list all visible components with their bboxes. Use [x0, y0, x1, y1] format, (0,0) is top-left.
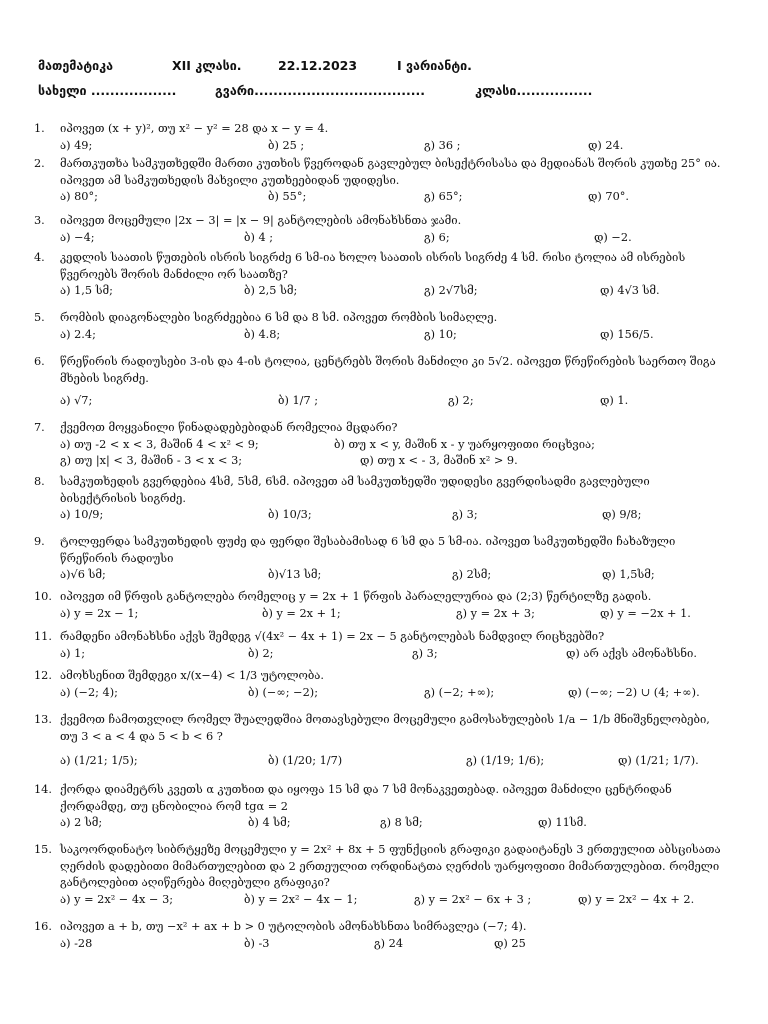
option-d[interactable]: დ) −2. — [594, 230, 632, 244]
option-a[interactable]: ა) −4; — [60, 230, 95, 244]
question-text: ამოხსენით შემდეგი x/(x−4) < 1/3 უტოლობა. — [60, 669, 325, 682]
question-3 — [34, 213, 728, 247]
option-d[interactable]: დ) 24. — [588, 138, 624, 152]
option-a[interactable]: ა) 80°; — [60, 190, 98, 203]
option-c[interactable]: გ) 8 სმ; — [380, 816, 423, 829]
option-a[interactable]: ა) 1; — [60, 646, 86, 660]
question-number: 9. — [34, 535, 45, 548]
question-text: ქორდა დიამეტრს კვეთს α კუთხით და იყოფა 15 სმ და 7 სმ მონაკვეთებად. იპოვეთ მანძილი ცენტრიდან ქორდამდე, თუ ცნობილია რომ tgα = 2 — [60, 783, 672, 813]
question-8 — [34, 474, 728, 524]
question-text: იპოვეთ (x + y)², თუ x² − y² = 28 და x − y = 4. — [60, 122, 329, 135]
question-text: სამკუთხედის გვერდებია 4სმ, 5სმ, 6სმ. იპოვეთ ამ სამკუთხედში უდიდესი გვერდისადმი გავლებული ბისექტრისის სიგრძე. — [60, 475, 650, 505]
date-label: 22.12.2023 — [278, 58, 358, 73]
question-text: იპოვეთ მოცემული |2x − 3| = |x − 9| განტოლების ამონახსნთა ჯამი. — [60, 214, 462, 227]
options-row — [38, 138, 728, 155]
option-c[interactable]: გ) 2√7სმ; — [424, 284, 478, 297]
options-row — [38, 283, 728, 300]
options-row — [38, 606, 728, 623]
question-6 — [34, 354, 728, 410]
question-number: 8. — [34, 475, 45, 488]
question-number: 16. — [34, 920, 52, 933]
question-number: 4. — [34, 251, 45, 264]
question-4 — [34, 250, 728, 300]
options-row — [38, 327, 728, 344]
option-b[interactable]: ბ) (1/20; 1/7) — [268, 754, 343, 767]
question-text: რამდენი ამონახსნი აქვს შემდეგ √(4x² − 4x + 1) = 2x − 5 განტოლებას ნამდვილ რიცხვებში? — [60, 630, 605, 643]
option-b[interactable]: ბ) 4 სმ; — [248, 816, 291, 829]
option-c[interactable]: გ) y = 2x + 3; — [456, 606, 535, 620]
question-number: 1. — [34, 122, 45, 135]
question-number: 2. — [34, 157, 45, 170]
options-row — [38, 685, 728, 702]
option-d[interactable]: დ) 25 — [494, 936, 526, 950]
option-b[interactable]: ბ) 55°; — [268, 190, 307, 203]
option-d[interactable]: დ) 1. — [600, 394, 629, 407]
class-field[interactable]: კლასი................ — [475, 83, 593, 98]
options-row — [38, 815, 728, 832]
options-row — [38, 230, 728, 247]
option-d[interactable]: დ) y = 2x² − 4x + 2. — [578, 892, 695, 906]
question-15 — [34, 842, 728, 909]
question-number: 5. — [34, 311, 45, 324]
statement-d[interactable]: დ) თუ x < - 3, მაშინ x² > 9. — [360, 454, 518, 467]
option-b[interactable]: ბ) 10/3; — [268, 508, 312, 521]
option-d[interactable]: დ) 1,5სმ; — [602, 568, 655, 581]
question-5 — [34, 310, 728, 344]
question-text: იპოვეთ a + b, თუ −x² + ax + b > 0 უტოლობის ამონახსნთა სიმრავლეა (−7; 4). — [60, 920, 527, 933]
question-14 — [34, 782, 728, 832]
option-c[interactable]: გ) 10; — [424, 327, 457, 341]
statement-a[interactable]: ა) თუ -2 < x < 3, მაშინ 4 < x² < 9; — [60, 437, 259, 451]
option-d[interactable]: დ) არ აქვს ამონახსნი. — [566, 646, 697, 660]
question-9 — [34, 534, 728, 584]
statements-row — [38, 453, 728, 470]
option-a[interactable]: ა) y = 2x − 1; — [60, 606, 139, 620]
options-row — [38, 507, 728, 524]
option-c[interactable]: გ) (−2; +∞); — [424, 685, 495, 699]
options-row — [38, 936, 728, 953]
question-text: ქვემოთ მოყვანილი წინადადებებიდან რომელია მცდარი? — [60, 421, 398, 434]
option-a[interactable]: ა) 2 სმ; — [60, 816, 103, 829]
option-c[interactable]: გ) 3; — [452, 508, 478, 521]
question-number: 15. — [34, 843, 52, 856]
option-a[interactable]: ა) 49; — [60, 138, 93, 152]
option-a[interactable]: ა) y = 2x² − 4x − 3; — [60, 892, 174, 906]
option-b[interactable]: ბ) 4.8; — [244, 327, 281, 341]
question-number: 11. — [34, 630, 52, 643]
options-row — [38, 753, 728, 770]
option-a[interactable]: ა) (−2; 4); — [60, 685, 118, 699]
grade-label: XII კლასი. — [172, 58, 242, 73]
options-row — [38, 646, 728, 663]
question-number: 14. — [34, 783, 52, 796]
option-d[interactable]: დ) (1/21; 1/7). — [618, 754, 699, 767]
question-10 — [34, 589, 728, 623]
question-number: 7. — [34, 421, 45, 434]
option-b[interactable]: ბ) -3 — [244, 936, 270, 950]
question-12 — [34, 668, 728, 702]
option-b[interactable]: ბ) 4 ; — [244, 230, 274, 244]
option-c[interactable]: გ) 36 ; — [424, 138, 461, 152]
question-text: მართკუთხა სამკუთხედში მართი კუთხის წვეროდან გავლებულ ბისექტრისასა და მედიანას შორის კუთხე 25° ია. იპოვეთ ამ სამკუთხედის მახვილი კუთხეებიდან უდიდესი. — [60, 157, 721, 187]
option-c[interactable]: გ) 6; — [424, 230, 450, 244]
option-c[interactable]: გ) 3; — [412, 646, 438, 660]
option-d[interactable]: დ) 4√3 სმ. — [600, 284, 660, 297]
variant-label: I ვარიანტი. — [397, 58, 472, 73]
options-row — [38, 393, 728, 410]
option-b[interactable]: ბ) 2,5 სმ; — [244, 284, 298, 297]
options-row — [38, 567, 728, 584]
option-b[interactable]: ბ) 2; — [248, 646, 274, 660]
option-c[interactable]: გ) (1/19; 1/6); — [466, 754, 545, 767]
option-d[interactable]: დ) (−∞; −2) ∪ (4; +∞). — [568, 685, 700, 699]
option-c[interactable]: გ) 2; — [448, 394, 474, 407]
question-number: 6. — [34, 355, 45, 368]
option-a[interactable]: ა) 2.4; — [60, 327, 96, 341]
option-a[interactable]: ა) -28 — [60, 936, 93, 950]
option-d[interactable]: დ) y = −2x + 1. — [600, 606, 691, 620]
question-text: წრეწირის რადიუსები 3-ის და 4-ის ტოლია, ცენტრებს შორის მანძილი კი 5√2. იპოვეთ წრეწირების საერთო შიგა მხების სიგრძე. — [60, 355, 716, 385]
question-number: 12. — [34, 669, 52, 682]
question-number: 3. — [34, 214, 45, 227]
option-c[interactable]: გ) 2სმ; — [452, 568, 492, 581]
option-c[interactable]: გ) 24 — [374, 936, 404, 950]
option-d[interactable]: დ) 11სმ. — [538, 816, 587, 829]
statement-b[interactable]: ბ) თუ x < y, მაშინ x - y უარყოფითი რიცხვია; — [334, 437, 595, 451]
option-a[interactable]: ა) 1,5 სმ; — [60, 284, 113, 297]
question-13 — [34, 712, 728, 770]
option-a[interactable]: ა) (1/21; 1/5); — [60, 754, 138, 767]
question-16 — [34, 919, 728, 953]
question-text: იპოვეთ იმ წრფის განტოლება რომელიც y = 2x + 1 წრფის პარალელურია და (2;3) წერტილზე გადის. — [60, 590, 652, 603]
question-text: ქვემოთ ჩამოთვლილ რომელ შუალედშია მოთავსებული მოცემული გამოსახულების 1/a − 1/b მნიშვნელობები, თუ 3 < a < 4 და 5 < b < 6 ? — [60, 713, 710, 743]
statements-row — [38, 437, 728, 454]
question-number: 13. — [34, 713, 52, 726]
statement-c[interactable]: გ) თუ |x| < 3, მაშინ - 3 < x < 3; — [60, 454, 243, 467]
name-field[interactable]: სახელი .................. — [38, 83, 177, 98]
option-b[interactable]: ბ) y = 2x + 1; — [262, 606, 341, 620]
option-b[interactable]: ბ) y = 2x² − 4x − 1; — [244, 892, 358, 906]
subject-title: მათემატიკა — [38, 58, 113, 73]
option-a[interactable]: ა) 10/9; — [60, 508, 104, 521]
option-a[interactable]: ა)√6 სმ; — [60, 568, 106, 581]
surname-field[interactable]: გვარი.................................... — [215, 83, 426, 98]
options-row — [38, 189, 728, 206]
option-d[interactable]: დ) 70°. — [588, 190, 630, 203]
question-7 — [34, 420, 728, 470]
option-b[interactable]: ბ) 25 ; — [268, 138, 305, 152]
option-d[interactable]: დ) 9/8; — [602, 508, 642, 521]
option-b[interactable]: ბ) (−∞; −2); — [248, 685, 318, 699]
option-c[interactable]: გ) y = 2x² − 6x + 3 ; — [414, 892, 532, 906]
question-text: კედლის საათის წუთების ისრის სიგრძე 6 სმ-ია ხოლო საათის ისრის სიგრძე 4 სმ. რისი ტოლია ამ ისრების წვეროებს შორის მანძილი ორ საათზე? — [60, 251, 686, 281]
option-c[interactable]: გ) 65°; — [424, 190, 463, 203]
option-b[interactable]: ბ)√13 სმ; — [268, 568, 322, 581]
question-text: რომბის დიაგონალები სიგრძეებია 6 სმ და 8 სმ. იპოვეთ რომბის სიმაღლე. — [60, 311, 498, 324]
question-1 — [34, 121, 728, 155]
question-11 — [34, 629, 728, 663]
options-row — [38, 892, 728, 909]
option-b[interactable]: ბ) 1/7 ; — [278, 394, 319, 407]
option-a[interactable]: ა) √7; — [60, 394, 93, 407]
question-number: 10. — [34, 590, 52, 603]
option-d[interactable]: დ) 156/5. — [600, 327, 654, 341]
question-text: საკოორდინატო სიბრტყეზე მოცემული y = 2x² + 8x + 5 ფუნქციის გრაფიკი გადაიტანეს 3 ერთეულით აბსცისათა ღერძის დადებითი მიმართულებით და 2 ერთეულით ორდინატთა ღერძის უარყოფითი მიმართულებით. რომელი განტოლებით აღიწერება მიღებული გრაფიკი? — [60, 843, 721, 889]
question-text: ტოლფერდა სამკუთხედის ფუძე და ფერდი შესაბამისად 6 სმ და 5 სმ-ია. იპოვეთ სამკუთხედში ჩახაზული წრეწირის რადიუსი — [60, 535, 676, 565]
question-2 — [34, 156, 728, 206]
